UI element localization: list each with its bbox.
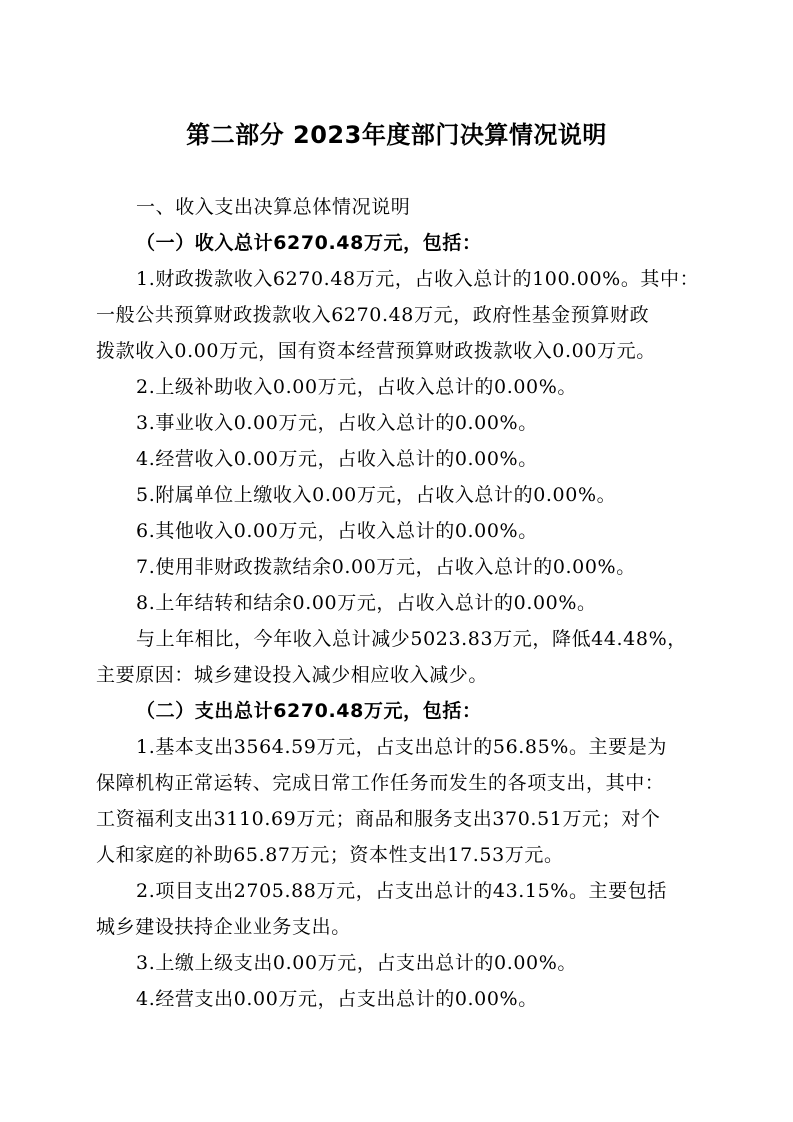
expenditure-item-1: 1.基本支出3564.59万元，占支出总计的56.85%。主要是为 [136, 736, 667, 758]
income-comparison-cont: 主要原因：城乡建设投入减少相应收入减少。 [96, 664, 489, 686]
expenditure-item-1-cont: 人和家庭的补助65.87万元；资本性支出17.53万元。 [96, 844, 564, 866]
income-item-3: 3.事业收入0.00万元，占收入总计的0.00%。 [136, 412, 538, 434]
income-item-2: 2.上级补助收入0.00万元，占收入总计的0.00%。 [136, 376, 577, 398]
income-item-5: 5.附属单位上缴收入0.00万元，占收入总计的0.00%。 [136, 484, 617, 506]
expenditure-item-3: 3.上缴上级支出0.00万元，占支出总计的0.00%。 [136, 952, 577, 974]
expenditure-item-4: 4.经营支出0.00万元，占支出总计的0.00%。 [136, 988, 538, 1010]
income-item-1-cont: 一般公共预算财政拨款收入6270.48万元，政府性基金预算财政 [96, 304, 650, 326]
income-item-6: 6.其他收入0.00万元，占收入总计的0.00%。 [136, 520, 538, 542]
income-item-4: 4.经营收入0.00万元，占收入总计的0.00%。 [136, 448, 538, 470]
income-item-1: 1.财政拨款收入6270.48万元，占收入总计的100.00%。其中： [136, 268, 700, 290]
expenditure-item-2: 2.项目支出2705.88万元，占支出总计的43.15%。主要包括 [136, 880, 667, 902]
income-comparison: 与上年相比，今年收入总计减少5023.83万元，降低44.48%， [136, 628, 687, 650]
income-heading: （一）收入总计6270.48万元，包括： [136, 232, 482, 254]
income-item-8: 8.上年结转和结余0.00万元，占收入总计的0.00%。 [136, 592, 597, 614]
expenditure-item-2-cont: 城乡建设扶持企业业务支出。 [96, 916, 351, 938]
page-title: 第二部分 2023年度部门决算情况说明 [186, 121, 607, 149]
expenditure-heading: （二）支出总计6270.48万元，包括： [136, 700, 482, 722]
expenditure-item-1-cont: 保障机构正常运转、完成日常工作任务而发生的各项支出，其中： [96, 772, 665, 794]
income-item-7: 7.使用非财政拨款结余0.00万元，占收入总计的0.00%。 [136, 556, 636, 578]
expenditure-item-1-cont: 工资福利支出3110.69万元；商品和服务支出370.51万元；对个 [96, 808, 661, 830]
section-heading: 一、收入支出决算总体情况说明 [136, 196, 411, 218]
income-item-1-cont: 拨款收入0.00万元，国有资本经营预算财政拨款收入0.00万元。 [96, 340, 656, 362]
